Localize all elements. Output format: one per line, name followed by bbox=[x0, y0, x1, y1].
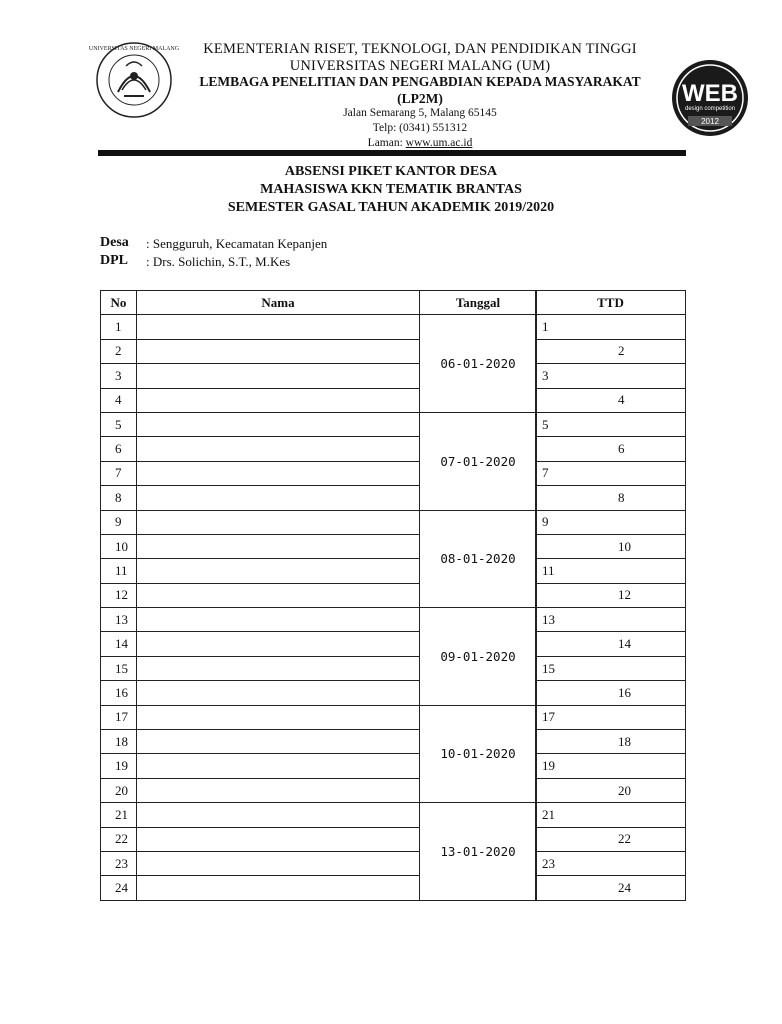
ttd-row bbox=[536, 681, 686, 705]
row-number: 7 bbox=[101, 461, 137, 485]
name-cell[interactable] bbox=[137, 364, 420, 388]
ttd-row bbox=[536, 559, 686, 583]
header-no: No bbox=[101, 291, 137, 315]
signature-cell[interactable]: 24 bbox=[536, 876, 686, 900]
ttd-row bbox=[536, 632, 686, 656]
name-cell[interactable] bbox=[137, 388, 420, 412]
signature-cell[interactable]: 16 bbox=[536, 681, 686, 705]
signature-cell[interactable]: 13 bbox=[536, 608, 686, 632]
logo-right-text: WEB bbox=[682, 80, 738, 107]
signature-cell[interactable]: 17 bbox=[536, 705, 686, 729]
row-number: 14 bbox=[101, 632, 137, 656]
ttd-row bbox=[536, 754, 686, 778]
row-number: 4 bbox=[101, 388, 137, 412]
table-row bbox=[101, 412, 537, 436]
logo-left-text: UNIVERSITAS NEGERI MALANG bbox=[88, 46, 180, 52]
logo-right-sub: design competition bbox=[684, 106, 736, 112]
row-number: 3 bbox=[101, 364, 137, 388]
ttd-row bbox=[536, 730, 686, 754]
row-number: 16 bbox=[101, 681, 137, 705]
row-number: 2 bbox=[101, 339, 137, 363]
signature-cell[interactable]: 12 bbox=[536, 583, 686, 607]
desa-value: : Sengguruh, Kecamatan Kepanjen bbox=[146, 236, 328, 251]
address: Jalan Semarang 5, Malang 65145 bbox=[343, 107, 497, 119]
university-name: UNIVERSITAS NEGERI MALANG (UM) bbox=[289, 58, 551, 74]
row-number: 8 bbox=[101, 486, 137, 510]
header-nama: Nama bbox=[137, 291, 420, 315]
institute-abbr: (LP2M) bbox=[397, 91, 443, 106]
signature-cell[interactable]: 20 bbox=[536, 778, 686, 802]
signature-cell[interactable]: 11 bbox=[536, 559, 686, 583]
ttd-row bbox=[536, 534, 686, 558]
row-number: 23 bbox=[101, 851, 137, 875]
header-divider bbox=[98, 150, 686, 156]
signature-cell[interactable]: 2 bbox=[536, 339, 686, 363]
name-cell[interactable] bbox=[137, 559, 420, 583]
ttd-row bbox=[536, 486, 686, 510]
name-cell[interactable] bbox=[137, 412, 420, 436]
row-number: 18 bbox=[101, 730, 137, 754]
signature-cell[interactable]: 19 bbox=[536, 754, 686, 778]
row-number: 20 bbox=[101, 778, 137, 802]
name-cell[interactable] bbox=[137, 583, 420, 607]
signature-cell[interactable]: 6 bbox=[536, 437, 686, 461]
row-number: 9 bbox=[101, 510, 137, 534]
doc-title-line3: SEMESTER GASAL TAHUN AKADEMIK 2019/2020 bbox=[227, 200, 555, 215]
name-cell[interactable] bbox=[137, 730, 420, 754]
ttd-row bbox=[536, 656, 686, 680]
ttd-row bbox=[536, 437, 686, 461]
signature-cell[interactable]: 23 bbox=[536, 851, 686, 875]
row-number: 5 bbox=[101, 412, 137, 436]
date-cell: 13-01-2020 bbox=[420, 803, 537, 901]
signature-cell[interactable]: 8 bbox=[536, 486, 686, 510]
row-number: 21 bbox=[101, 803, 137, 827]
ttd-header-row bbox=[536, 291, 686, 315]
ttd-row bbox=[536, 827, 686, 851]
row-number: 15 bbox=[101, 656, 137, 680]
row-number: 17 bbox=[101, 705, 137, 729]
doc-title-line2: MAHASISWA KKN TEMATIK BRANTAS bbox=[260, 182, 522, 197]
name-cell[interactable] bbox=[137, 851, 420, 875]
ttd-row bbox=[536, 364, 686, 388]
table-row bbox=[101, 803, 537, 827]
name-cell[interactable] bbox=[137, 437, 420, 461]
signature-cell[interactable]: 1 bbox=[536, 315, 686, 339]
row-number: 22 bbox=[101, 827, 137, 851]
signature-cell[interactable]: 15 bbox=[536, 656, 686, 680]
row-number: 1 bbox=[101, 315, 137, 339]
name-cell[interactable] bbox=[137, 681, 420, 705]
signature-cell[interactable]: 3 bbox=[536, 364, 686, 388]
ttd-row bbox=[536, 412, 686, 436]
attendance-table bbox=[100, 290, 537, 901]
name-cell[interactable] bbox=[137, 705, 420, 729]
name-cell[interactable] bbox=[137, 656, 420, 680]
table-row bbox=[101, 510, 537, 534]
dpl-value: : Drs. Solichin, S.T., M.Kes bbox=[146, 254, 291, 269]
ttd-row bbox=[536, 388, 686, 412]
signature-cell[interactable]: 7 bbox=[536, 461, 686, 485]
signature-cell[interactable]: 9 bbox=[536, 510, 686, 534]
name-cell[interactable] bbox=[137, 876, 420, 900]
signature-table bbox=[535, 290, 686, 901]
name-cell[interactable] bbox=[137, 534, 420, 558]
signature-cell[interactable]: 18 bbox=[536, 730, 686, 754]
signature-cell[interactable]: 21 bbox=[536, 803, 686, 827]
ttd-row bbox=[536, 608, 686, 632]
name-cell[interactable] bbox=[137, 778, 420, 802]
signature-cell[interactable]: 5 bbox=[536, 412, 686, 436]
ttd-row bbox=[536, 851, 686, 875]
table-row bbox=[101, 608, 537, 632]
table-row bbox=[101, 315, 537, 339]
row-number: 19 bbox=[101, 754, 137, 778]
name-cell[interactable] bbox=[137, 754, 420, 778]
table-header-row bbox=[101, 291, 537, 315]
website-label: Laman: bbox=[367, 137, 403, 149]
name-cell[interactable] bbox=[137, 827, 420, 851]
signature-cell[interactable]: 14 bbox=[536, 632, 686, 656]
web-design-competition-logo bbox=[652, 58, 768, 138]
ttd-row bbox=[536, 803, 686, 827]
name-cell[interactable] bbox=[137, 608, 420, 632]
name-cell[interactable] bbox=[137, 632, 420, 656]
website-link[interactable]: www.um.ac.id bbox=[405, 137, 473, 149]
ttd-row bbox=[536, 583, 686, 607]
signature-cell[interactable]: 10 bbox=[536, 534, 686, 558]
phone: Telp: (0341) 551312 bbox=[372, 122, 468, 134]
date-cell: 07-01-2020 bbox=[420, 412, 537, 510]
name-cell[interactable] bbox=[137, 803, 420, 827]
header-tanggal: Tanggal bbox=[420, 291, 537, 315]
desa-label: Desa bbox=[100, 235, 129, 250]
table-row bbox=[101, 705, 537, 729]
signature-cell[interactable]: 22 bbox=[536, 827, 686, 851]
website-line bbox=[150, 137, 690, 149]
ttd-row bbox=[536, 778, 686, 802]
date-cell: 08-01-2020 bbox=[420, 510, 537, 608]
doc-title-line1: ABSENSI PIKET KANTOR DESA bbox=[284, 164, 498, 179]
row-number: 10 bbox=[101, 534, 137, 558]
ttd-row bbox=[536, 705, 686, 729]
name-cell[interactable] bbox=[137, 510, 420, 534]
name-cell[interactable] bbox=[137, 339, 420, 363]
ministry-name: KEMENTERIAN RISET, TEKNOLOGI, DAN PENDIDIKAN TINGGI bbox=[203, 41, 637, 57]
ttd-row bbox=[536, 315, 686, 339]
row-number: 6 bbox=[101, 437, 137, 461]
ttd-row bbox=[536, 461, 686, 485]
date-cell: 09-01-2020 bbox=[420, 608, 537, 706]
institute-name: LEMBAGA PENELITIAN DAN PENGABDIAN KEPADA MASYARAKAT bbox=[199, 74, 641, 89]
row-number: 13 bbox=[101, 608, 137, 632]
date-cell: 06-01-2020 bbox=[420, 315, 537, 413]
name-cell[interactable] bbox=[137, 461, 420, 485]
dpl-label: DPL bbox=[100, 253, 128, 268]
ttd-row bbox=[536, 339, 686, 363]
date-cell: 10-01-2020 bbox=[420, 705, 537, 803]
name-cell[interactable] bbox=[137, 315, 420, 339]
logo-right-year: 2012 bbox=[701, 117, 719, 126]
row-number: 11 bbox=[101, 559, 137, 583]
header-ttd: TTD bbox=[536, 291, 686, 315]
row-number: 24 bbox=[101, 876, 137, 900]
ttd-row bbox=[536, 876, 686, 900]
signature-cell[interactable]: 4 bbox=[536, 388, 686, 412]
row-number: 12 bbox=[101, 583, 137, 607]
name-cell[interactable] bbox=[137, 486, 420, 510]
ttd-row bbox=[536, 510, 686, 534]
